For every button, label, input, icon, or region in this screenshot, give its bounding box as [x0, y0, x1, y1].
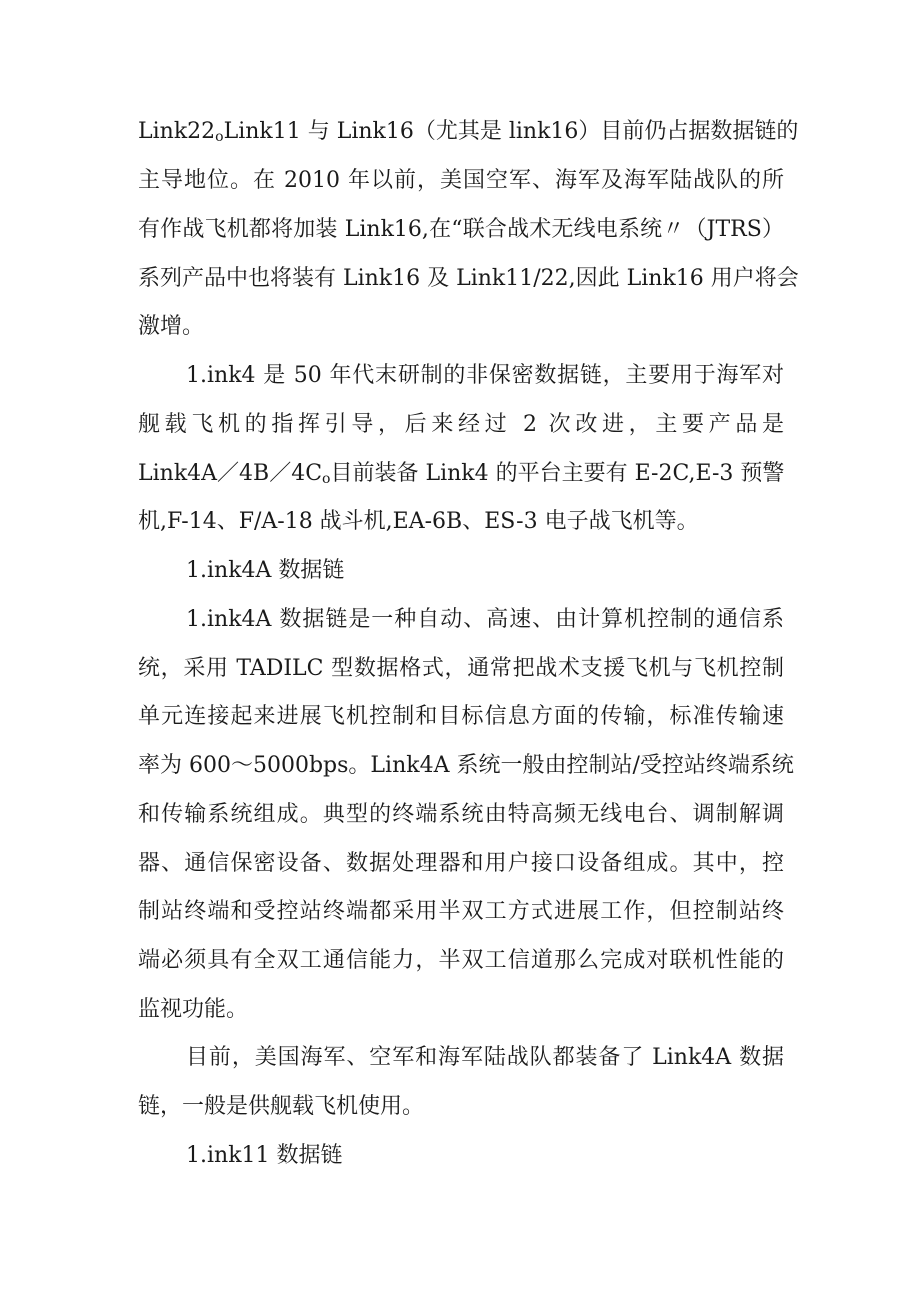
text-line: 制站终端和受控站终端都采用半双工方式进展工作，但控制站终 — [138, 899, 784, 924]
text-line: 1.ink4A 数据链是一种自动、高速、由计算机控制的通信系 — [186, 607, 784, 632]
text-line: 目前，美国海军、空军和海军陆战队都装备了 Link4A 数据 — [186, 1045, 784, 1070]
text-line: $Link4A/4B/4C_o$目前装备 Link4 的平台主要有 E-2C,E-3 预警 — [138, 461, 785, 487]
text-line: 舰载飞机的指挥引导，后来经过 2 次改进，主要产品是 — [138, 412, 784, 437]
text-line: 主导地位。在 2010 年以前，美国空军、海军及海军陆战队的所 — [138, 168, 784, 193]
text-line: 率为 600～5000bps。Link4A 系统一般由控制站/受控站终端系统 — [138, 753, 794, 778]
text-line: 1.ink4 是 50 年代末研制的非保密数据链，主要用于海军对 — [186, 363, 784, 388]
text-line: 有作战飞机都将加装 Link16,在“联合战术无线电系统〃（JTRS） — [138, 217, 784, 242]
text-line: 激增。 — [138, 314, 205, 339]
text-line: 单元连接起来进展飞机控制和目标信息方面的传输，标准传输速 — [138, 704, 784, 729]
text-line: 器、通信保密设备、数据处理器和用户接口设备组成。其中，控 — [138, 851, 784, 876]
section-heading: 1.ink11 数据链 — [186, 1143, 343, 1168]
text-line: 机,F-14、F/A-18 战斗机,EA-6B、ES-3 电子战飞机等。 — [138, 509, 699, 534]
section-heading: 1.ink4A 数据链 — [186, 558, 345, 583]
text-line: 端必须具有全双工通信能力，半双工信道那么完成对联机性能的 — [138, 948, 784, 973]
text-line: 统，采用 TADILC 型数据格式，通常把战术支援飞机与飞机控制 — [138, 656, 784, 681]
text-line: 链，一般是供舰载飞机使用。 — [138, 1094, 425, 1119]
text-line: 系列产品中也将装有 Link16 及 Link11/22,因此 Link16 用户将会 — [138, 266, 799, 291]
text-line: $Link22_oLink11$ 与 Link16（尤其是 link16）目前仍占据数据链的 — [138, 119, 799, 145]
text-line: 和传输系统组成。典型的终端系统由特高频无线电台、调制解调 — [138, 802, 784, 827]
text-line: 监视功能。 — [138, 997, 249, 1022]
